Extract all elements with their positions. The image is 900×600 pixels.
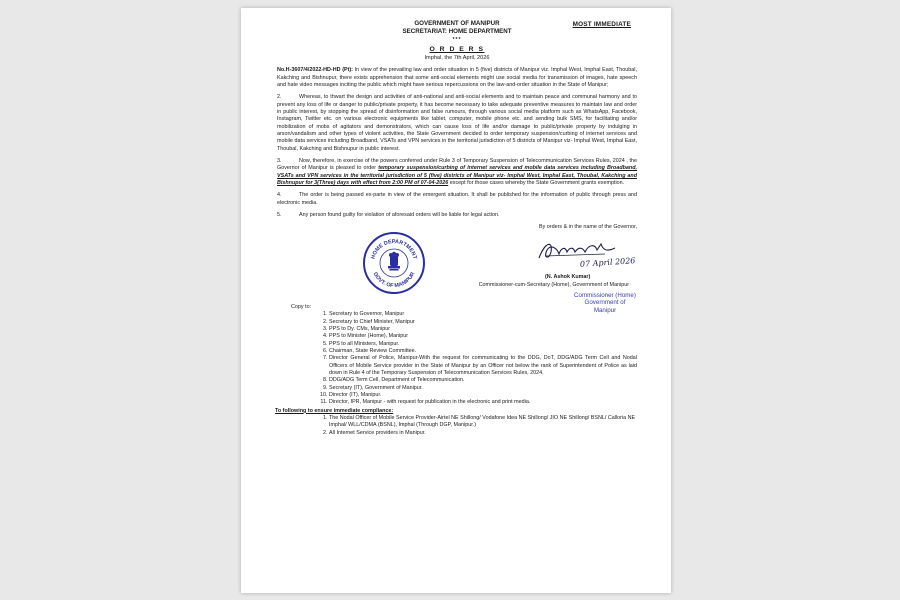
list-item: 5. PPS to all Ministers, Manipur. xyxy=(329,341,637,348)
paragraph-4-text: The order is being passed ex-parte in view of the emergent situation. It shall be published for the information of public through press and electronic media. xyxy=(277,192,637,206)
paragraph-number: 2. xyxy=(277,94,282,101)
stamp-line-1: Commissioner (Home) xyxy=(574,291,636,299)
paragraph-1-text: In view of the prevailing law and order situation in 5 (five) districts of Manipur viz. Imphal West, Imphal East, Thoubal, Kakching and Bishnupur, there exists apprehension that some anti-social elements might use social media for transmission of images, hate speech and hate video messages inciting the public which might have serious repercussions on the law-and-order situation in the State of Manipur; xyxy=(277,67,637,88)
header-stars: *** xyxy=(452,36,462,43)
list-item: 6. Chairman, State Review Committee. xyxy=(329,348,637,355)
copy-to-label: Copy to: xyxy=(291,303,312,310)
letterhead xyxy=(277,20,637,43)
list-item: 9. Secretary (IT), Government of Manipur. xyxy=(329,385,637,392)
signatory-title: Commissioner-cum-Secretary (Home), Government of Manipur xyxy=(478,281,629,288)
signature-date: 07 April 2026 xyxy=(579,255,636,269)
list-item: 8. DDG/ADG Term Cell, Department of Telecommunication. xyxy=(329,377,637,384)
list-item: 7. Director General of Police, Manipur-With the request for communicating to the DDG, DoT, DDG/ADG Term Cell and Nodal Officers of Mobile Service provider in the State of Manipur by an Officer not below the rank of Superintendent of Police as laid down in Rule 4 of the Temporary Suspension of Telecommunication Services Rules, 2024. xyxy=(329,355,637,377)
paragraph-number: 4. xyxy=(277,192,282,199)
paragraph-4 xyxy=(277,192,637,207)
department-seal xyxy=(363,232,425,294)
order-reference: No.H-3607/4/2022-HD-HD (Pt): xyxy=(277,67,353,74)
list-item: 3. PPS to Dy. CMs, Manipur xyxy=(329,326,637,333)
paragraph-number: 3. xyxy=(277,158,282,165)
compliance-title: To following to ensure immediate compliance: xyxy=(275,407,394,414)
paragraph-2 xyxy=(277,94,637,153)
paragraph-3-text-b: except for those cases whereby the State Government grants exemption. xyxy=(448,180,625,187)
paragraph-1 xyxy=(277,67,637,89)
orders-title: O R D E R S xyxy=(429,46,485,54)
list-item: 1. The Nodal Officer of Mobile Service Provider-Airtel NE Shillong/ Vodafone Idea NE Shillong/ JIO NE Shillong/ BSNL/ Calloria NE Imphal/ WLL/CDMA (BSNL), Imphal (Through DGP, Manipur.) xyxy=(329,415,637,430)
list-item: 11. Director, IPR, Manipur - with request for publication in the electronic and print media. xyxy=(329,399,637,406)
list-item: 10. Director (IT), Manipur. xyxy=(329,392,637,399)
paragraph-number: 5. xyxy=(277,212,282,219)
svg-text:GOVT. OF MANIPUR xyxy=(372,271,417,289)
paragraph-3 xyxy=(277,158,637,187)
copy-to-section xyxy=(277,304,637,437)
seal-top-text: HOME DEPARTMENT xyxy=(370,238,418,260)
paragraph-5 xyxy=(277,212,637,219)
compliance-list xyxy=(277,415,637,437)
most-immediate-label: MOST IMMEDIATE xyxy=(572,21,631,28)
stamp-line-2: Government of Manipur xyxy=(584,299,626,314)
paragraph-3-emphasis: temporary suspension/curbing of internet services and mobile data services including Broadband, VSATs and VPN services in the territorial jurisdiction of 5 (five) districts of Manipur viz- Imphal West, Imphal East, Thoubal, Kakching and Bishnupur for 3(Three) days with effect from 2:00 PM of 07-04-2026 xyxy=(277,165,637,187)
document-page xyxy=(241,8,671,593)
department-title: SECRETARIAT: HOME DEPARTMENT xyxy=(402,28,512,36)
seal-bottom-text: GOVT. OF MANIPUR xyxy=(371,271,417,289)
list-item: 4. PPS to Minister (Home), Manipur xyxy=(329,333,637,340)
paragraph-2-text: Whereas, to thwart the design and activities of anti-national and anti-social elements and to maintain peace and communal harmony and to prevent any loss of life or danger to public/private property, it has become necessary to take adequate preventive measures to maintain law and order in public interest, by stopping the spread of disinformation and false rumours, through various social media platform such as WhatsApp, Facebook, Instagram, Twitter etc. on various electronic equipments like tablet, computer, mobile phone etc. and sending bulk SMS, for facilitating and/or mobilization of mobs of agitators and demonstrators, which can cause loss of life and/or damage to public/private property by indulging in arson/vandalism and other types of violent activities, the State Government decided to order temporary suspension/curbing of internet services and mobile data services including Broadband, VSATs and VPN services in the territorial jurisdiction of 5 districts of Manipur viz- Imphal West, Imphal East, Thoubal, Kakching and Bishnupur in public interest. xyxy=(277,94,637,152)
govt-title: GOVERNMENT OF MANIPUR xyxy=(414,20,500,27)
official-stamp xyxy=(573,292,637,314)
paragraph-3-text-a: Now, therefore, in exercise of the powers conferred under Rule 3 of Temporary Suspension of Telecommunication Services Rules, 2024 , the Governor of Manipur is pleased to order xyxy=(277,158,637,172)
list-item: 2. Secretary to Chief Minister, Manipur xyxy=(329,319,637,326)
seal-emblem-icon xyxy=(365,234,423,292)
document-body xyxy=(277,20,637,437)
by-order-line: By orders & in the name of the Governor, xyxy=(539,224,637,231)
copy-list xyxy=(277,311,637,406)
list-item: 2. All Internet Service providers in Manipur. xyxy=(329,430,637,437)
list-item: 1. Secretary to Governor, Manipur xyxy=(329,311,637,318)
signatory-name: (N. Ashok Kumar) xyxy=(545,273,591,280)
paragraph-5-text: Any person found guilty for violation of aforesaid orders will be liable for legal action. xyxy=(299,212,500,219)
place-date: Imphal, the 7th April, 2026 xyxy=(424,54,490,61)
